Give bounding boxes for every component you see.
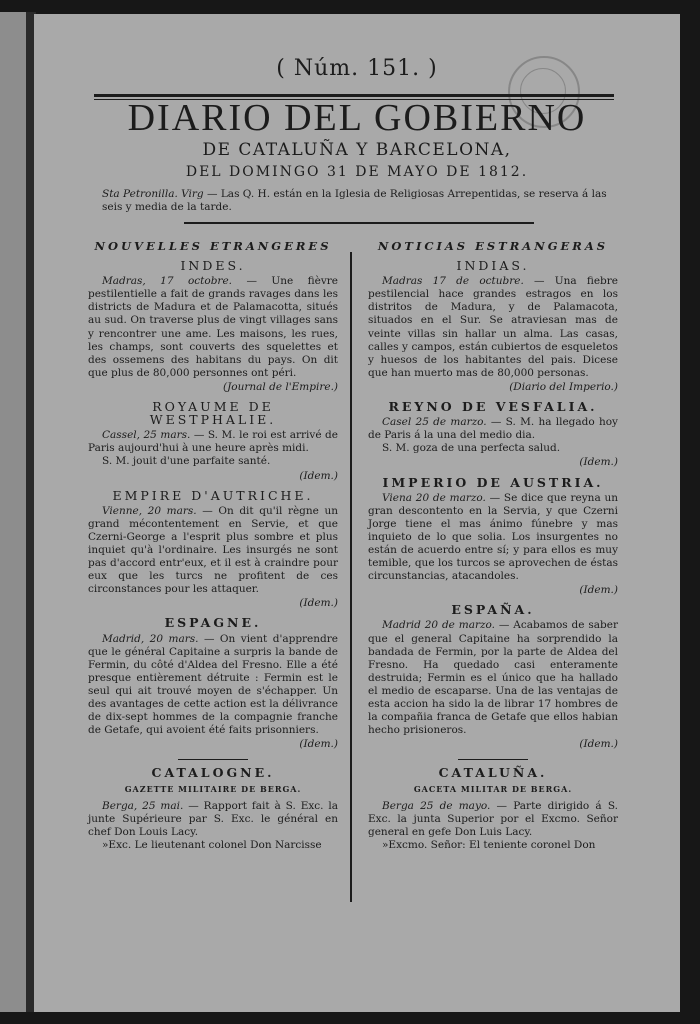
dateline: Madrid 20 de marzo. — [382, 619, 496, 632]
article-paragraph — [88, 633, 338, 738]
saint-name: Sta Petronilla. Virg — [102, 188, 204, 200]
article-text: — Se dice que reyna un gran descontento en la Servia, y que Czerni Jorge tiene el mas ánimo fúnebre y mas inquieto de lo que solia. Los insurgentes no están de acuerdo entre sí; y para ellos es muy temible, que los turcos se aprovechen de éstas circunstancias, atacandoles. — [368, 491, 618, 583]
section-rule — [178, 759, 248, 760]
column-heading: NOTICIAS ESTRANGERAS — [377, 239, 609, 253]
source-credit: (Idem.) — [579, 584, 618, 597]
masthead-title: DIARIO DEL GOBIERNO — [127, 97, 587, 139]
spanish-column — [368, 240, 618, 852]
saints-text: — Las Q. H. están en la Iglesia de Religiosas Arrepentidas, se reserva á las seis y media de la tarde. — [102, 188, 607, 213]
article-paragraph — [368, 416, 618, 442]
section-title: INDES. — [180, 258, 246, 274]
article-paragraph: S. M. jouit d'une parfaite santé. — [102, 455, 271, 468]
dateline: Madrid, 20 mars. — [102, 632, 199, 645]
article-paragraph — [368, 800, 618, 839]
section-title: ESPAÑA. — [451, 602, 535, 618]
subsection-title: GAZETTE MILITAIRE DE BERGA. — [124, 784, 302, 795]
article-paragraph — [368, 619, 618, 737]
source-credit: (Idem.) — [299, 597, 338, 610]
article-text: — S. M. ha llegado hoy de Paris á la una del medio dia. — [368, 416, 618, 442]
issue-number: ( Núm. 151. ) — [276, 56, 438, 81]
article-paragraph: »Excmo. Señor: El teniente coronel Don — [382, 838, 596, 851]
article-paragraph — [368, 492, 618, 584]
source-credit: (Diario del Imperio.) — [509, 380, 618, 393]
column-heading: NOUVELLES ETRANGERES — [94, 239, 332, 253]
section-title: CATALUÑA. — [438, 765, 548, 781]
dateline: Berga, 25 mai. — [102, 799, 184, 812]
article-paragraph: S. M. goza de una perfecta salud. — [382, 442, 561, 455]
section-title: IMPERIO DE AUSTRIA. — [382, 474, 604, 490]
source-credit: (Idem.) — [299, 469, 338, 482]
section-title: INDIAS. — [456, 258, 530, 274]
article-text: — Une fièvre pestilentielle a fait de grands ravages dans les districts de Madura et de Palamacotta, situés au sud. On traverse plus de vingt villages sans y rencontrer une ame. Les maisons, les rues, les champs, sont couverts des squelettes et des ossemens des habitans du pays. On dit que plus de 80,000 personnes ont péri. — [88, 275, 339, 379]
article-text: — Acabamos de saber que el general Capitaine ha sorprendido la bandada de Fermin, por la parte de Aldea del Fresno. Ha quedado casi enteramente destruida; Fermin es el único que ha hallado el medio de escaparse. Una de las ventajas de esta accion ha sido la de librar 17 hombres de la compañia franca de Getafe que ellos habian hecho prisioneros. — [368, 619, 618, 737]
masthead-subtitle: DE CATALUÑA Y BARCELONA, — [202, 140, 512, 160]
article-text: — On vient d'apprendre que le général Capitaine a surpris la bande de Fermin, du côté d'Aldea del Fresno. Elle a été presque entièrement détruite : Fermin est le seul qui ait trouvé moyen de s'échapper. Un des avantages de cette action est la délivrance de dix-sept hommes de la compagnie franche de Getafe, qui avoient été faits prisonniers. — [88, 632, 338, 737]
section-title: EMPIRE D'AUTRICHE. — [112, 487, 314, 503]
section-rule — [458, 759, 528, 760]
dateline: Cassel, 25 mars. — [102, 429, 191, 442]
french-column — [88, 240, 338, 852]
subsection-title: GACETA MILITAR DE BERGA. — [413, 784, 573, 795]
issue-date: DEL DOMINGO 31 DE MAYO DE 1812. — [185, 164, 529, 180]
article-paragraph — [88, 800, 338, 839]
source-credit: (Idem.) — [579, 738, 618, 751]
source-credit: (Journal de l'Empire.) — [222, 380, 338, 393]
article-text: — Rapport fait à S. Exc. la junte Supérieure par S. Exc. le général en chef Don Louis Lacy. — [88, 799, 339, 838]
source-credit: (Idem.) — [299, 738, 338, 751]
article-paragraph: »Exc. Le lieutenant colonel Don Narcisse — [102, 838, 322, 851]
section-title: ESPAGNE. — [164, 615, 262, 631]
article-paragraph — [368, 275, 618, 380]
saints-notice — [102, 188, 622, 214]
article-text: — On dit qu'il règne un grand mécontentement en Servie, et que Czerni-George a l'esprit plus sombre et plus inquiet qu'à l'ordinaire. Les insurgés ne sont pas d'accord entr'eux, et il est à craindre pour eux que les turcs ne profitent de ces circonstances pour les attaquer. — [88, 504, 339, 596]
dateline: Madras 17 de octubre. — [382, 275, 524, 288]
dateline: Madras, 17 octobre. — [102, 275, 232, 288]
dateline: Casel 25 de marzo. — [382, 416, 487, 429]
section-title: ROYAUME DE WESTPHALIE. — [149, 399, 277, 428]
article-paragraph — [88, 275, 338, 380]
article-text: — Una fiebre pestilencial hace grandes estragos en los distritos de Madura, y de Palamacota, situados en el Sur. Se atraviesan mas de veinte villas sin hallar un alma. Las casas, calles y campos, están cubiertos de esqueletos y huesos de los habitantes del pais. Dicese que han muerto mas de 80,000 personas. — [368, 275, 618, 379]
dateline: Viena 20 de marzo. — [382, 491, 486, 504]
column-divider — [350, 252, 352, 902]
article-text: — S. M. le roi est arrivé de Paris aujourd'hui à une heure après midi. — [88, 429, 338, 455]
dateline: Vienne, 20 mars. — [102, 504, 197, 517]
newspaper-page — [34, 14, 680, 1012]
dateline: Berga 25 de mayo. — [382, 799, 491, 812]
article-paragraph — [88, 429, 338, 455]
section-title: REYNO DE VESFALIA. — [388, 399, 598, 415]
article-paragraph — [88, 505, 338, 597]
section-title: CATALOGNE. — [151, 765, 275, 781]
source-credit: (Idem.) — [579, 456, 618, 469]
masthead-divider — [184, 222, 534, 224]
article-text: — Parte dirigido á S. Exc. la junta Superior por el Excmo. Señor general en gefe Don Luis Lacy. — [368, 799, 618, 838]
